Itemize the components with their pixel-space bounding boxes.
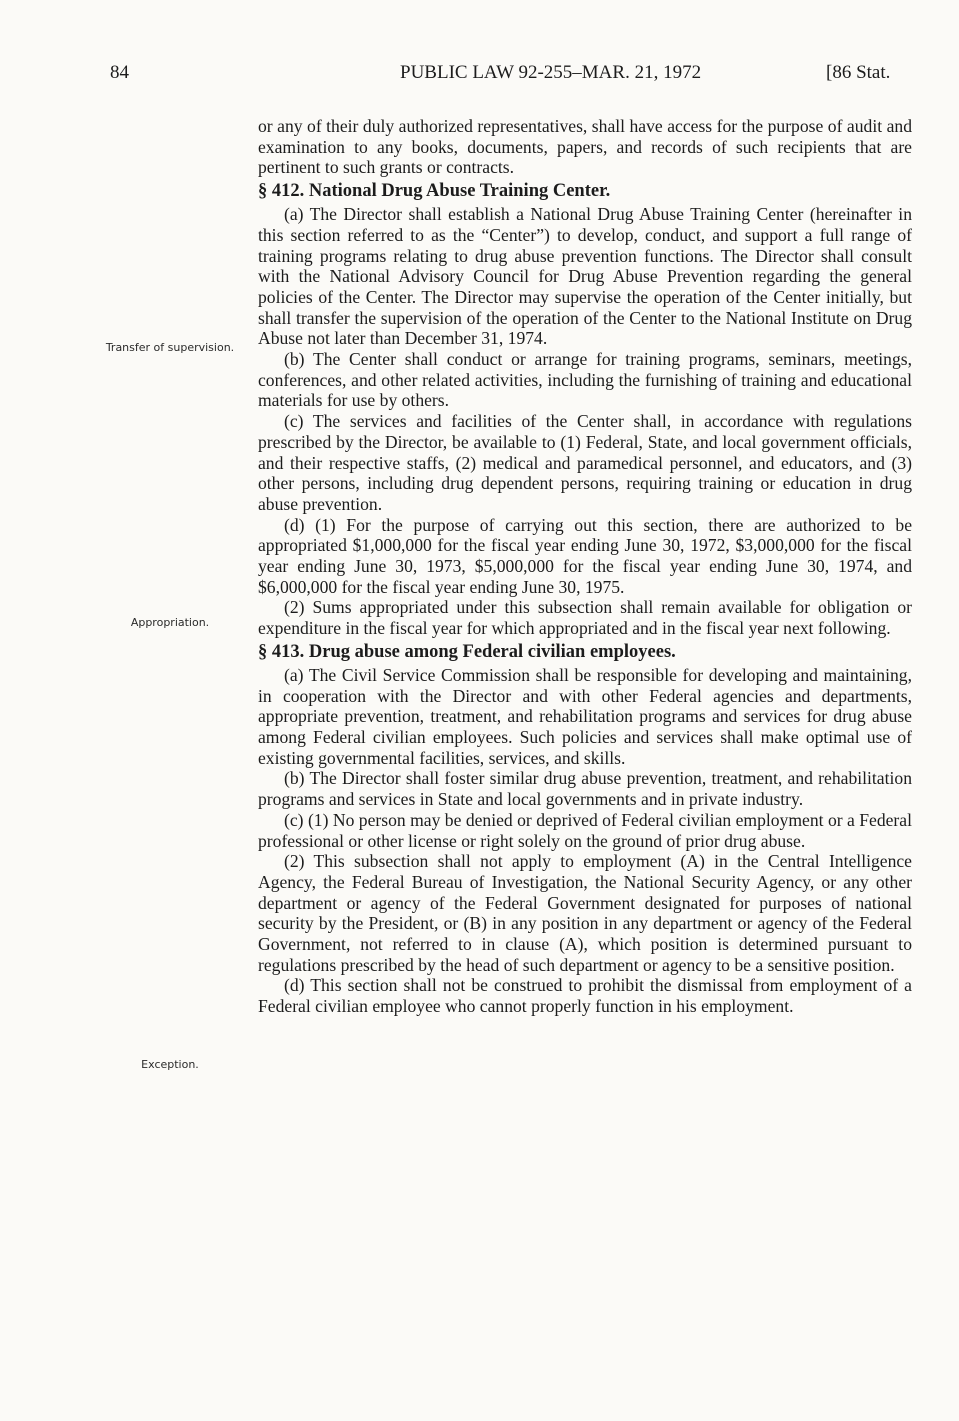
running-header <box>0 62 959 92</box>
margin-note-appropriation: Appropriation. <box>130 616 210 629</box>
section-413-subsection-c1: (c) (1) No person may be denied or deprived of Federal civilian employment or a Federal professional or other license or right solely on the ground of prior drug abuse. <box>258 809 912 851</box>
section-412-subsection-a: (a) The Director shall establish a National Drug Abuse Training Center (hereinafter in this section referred to as the “Center”) to develop, conduct, and support a full range of training programs relating to drug abuse prevention functions. The Director shall consult with the National Advisory Council for Drug Abuse Prevention regarding the general policies of the Center. The Director may supervise the operation of the Center initially, but shall transfer the supervision of the operation of the Center to the National Institute on Drug Abuse not later than December 31, 1974. <box>258 204 912 349</box>
section-412-heading: § 412. National Drug Abuse Training Center. <box>258 181 611 202</box>
page-number: 84 <box>110 62 129 83</box>
section-413-subsection-b: (b) The Director shall foster similar drug abuse prevention, treatment, and rehabilitation programs and services in State and local governments and in private industry. <box>258 768 912 810</box>
section-412-subsection-b: (b) The Center shall conduct or arrange for training programs, seminars, meetings, conferences, and other related activities, including the furnishing of training and educational materials for use by others. <box>258 349 912 411</box>
running-title: PUBLIC LAW 92-255–MAR. 21, 1972 <box>400 62 702 83</box>
margin-note-transfer-of-supervision: Transfer of supervision. <box>105 341 235 354</box>
section-412-subsection-d2: (2) Sums appropriated under this subsection shall remain available for obligation or expenditure in the fiscal year for which appropriated and in the fiscal year next following. <box>258 597 912 639</box>
section-412-subsection-d1: (d) (1) For the purpose of carrying out this section, there are authorized to be appropriated $1,000,000 for the fiscal year ending June 30, 1972, $3,000,000 for the fiscal year ending June 30, 1973, $5,000,000 for the fiscal year ending June 30, 1974, and $6,000,000 for the fiscal year ending June 30, 1975. <box>258 514 912 597</box>
section-413-heading: § 413. Drug abuse among Federal civilian employees. <box>258 641 676 662</box>
section-413-subsection-a: (a) The Civil Service Commission shall be responsible for developing and maintaining, in cooperation with the Director and with other Federal agencies and departments, appropriate prevention, treatment, and rehabilitation programs and services for drug abuse among Federal civilian employees. Such policies and services shall make optimal use of existing governmental facilities, services, and skills. <box>258 664 912 768</box>
statute-volume: [86 Stat. <box>826 62 891 83</box>
section-413-subsection-d: (d) This section shall not be construed to prohibit the dismissal from employment of a Federal civilian employee who cannot properly function in his employment. <box>258 975 912 1017</box>
section-412-subsection-c: (c) The services and facilities of the Center shall, in accordance with regulations prescribed by the Director, be available to (1) Federal, State, and local government officials, and their respective staffs, (2) medical and paramedical personnel, and educators, and (3) other persons, including drug dependent persons, requiring training or education in drug abuse prevention. <box>258 411 912 514</box>
margin-note-exception: Exception. <box>141 1058 199 1071</box>
continued-paragraph: or any of their duly authorized representatives, shall have access for the purpose of audit and examination to any books, documents, papers, and records of such recipients that are pertinent to such grants or contracts. <box>258 116 912 178</box>
statute-text <box>258 116 912 1017</box>
section-413-subsection-c2: (2) This subsection shall not apply to employment (A) in the Central Intelligence Agency, the Federal Bureau of Investigation, the National Security Agency, or any other department or agency of the Federal Government designated for purposes of national security by the President, or (B) in any position in any department or agency of the Federal Government, not referred to in clause (A), which position is determined pursuant to regulations prescribed by the head of such department or agency to be a sensitive position. <box>258 851 912 975</box>
